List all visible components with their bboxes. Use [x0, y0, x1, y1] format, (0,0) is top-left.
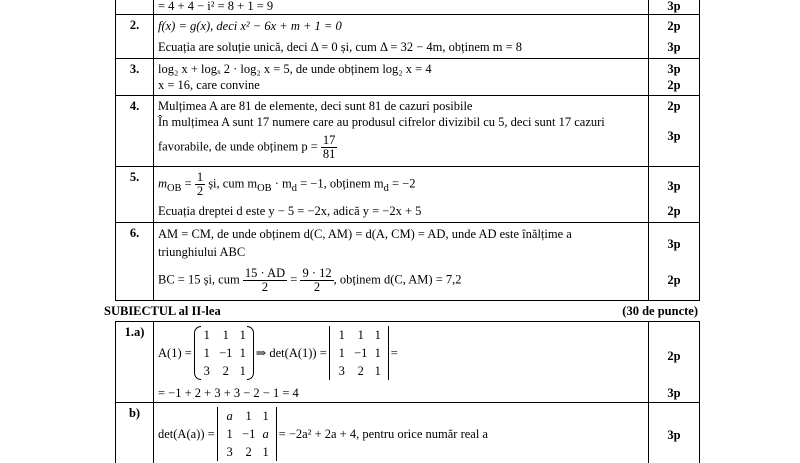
row7-line2: = −1 + 2 + 3 + 3 − 2 − 1 = 4: [158, 386, 299, 400]
det-cell: 1: [374, 328, 381, 342]
row1-points: 3p: [667, 0, 681, 13]
row4-line2: În mulțimea A sunt 17 numere care au produsul cifrelor divizibil cu 5, deci sunt 17 cazuri: [158, 115, 605, 129]
matrix-cell: −1: [219, 346, 233, 360]
row2-points2: 3p: [667, 40, 681, 54]
determinant-expression: det(A(a)) = a 1 1 1 −1 a 3 2 1 = −2a² + 2a + 4, pentru orice număr real a: [158, 409, 488, 459]
det-cell: 1: [262, 409, 269, 423]
det-cell: 1: [262, 445, 269, 459]
slope-fraction: $\frac{1}{2}$: [196, 170, 204, 198]
row6-number: 6.: [129, 226, 140, 240]
det-cell: 3: [226, 445, 233, 459]
matrix-cell: 1: [203, 328, 210, 342]
row5-line1: $m_{OB}$ = $\frac{1}{2}$ și, cum $m_{OB} \cdot m_d = -1$, obținem $m_d = -2$: [158, 170, 416, 198]
row3-line1: log₂ x + logₓ 2 · log₂ x = 5, de unde obținem log₂ x = 4: [158, 62, 432, 76]
row6-points2: 2p: [667, 273, 681, 287]
matrix-cell: 2: [222, 364, 229, 378]
row7-points2: 3p: [667, 386, 681, 400]
det-cell: 3: [338, 364, 345, 378]
det-cell: 1: [338, 346, 345, 360]
matrix-cell: 1: [239, 364, 246, 378]
row5-points2: 2p: [667, 204, 681, 218]
area-fraction-2: $\frac{9 \cdot 12}{2}$: [302, 266, 332, 294]
row5-points1: 3p: [667, 179, 681, 193]
det-cell: 1: [357, 328, 364, 342]
matrix-a1: [194, 326, 254, 380]
row6-points1: 3p: [667, 237, 681, 251]
det-cell: 1: [245, 409, 252, 423]
det-cell: 1: [338, 328, 345, 342]
det-cell: 2: [357, 364, 364, 378]
row4-line1: Mulțimea A are 81 de elemente, deci sunt 81 de cazuri posibile: [158, 99, 473, 113]
row2-number: 2.: [129, 18, 140, 32]
row2-line2: Ecuația are soluție unică, deci Δ = 0 și, cum Δ = 32 − 4m, obținem m = 8: [158, 40, 522, 54]
answer-row-6: [116, 223, 699, 301]
det-cell: −1: [242, 427, 256, 441]
row4-points1: 2p: [667, 99, 681, 113]
matrix-cell: 1: [203, 346, 210, 360]
answer-row-1a: [116, 321, 699, 403]
det-cell: −1: [354, 346, 368, 360]
answer-row-5: [116, 167, 699, 223]
row3-number: 3.: [129, 62, 140, 76]
row8-points1: 3p: [667, 428, 681, 442]
row3-points2: 2p: [667, 78, 681, 92]
probability-fraction: $\frac{17}{81}$: [322, 133, 336, 161]
matrix-cell: 1: [222, 328, 229, 342]
answer-row-1: [116, 0, 699, 15]
row4-line3: favorabile, de unde obținem p = $\frac{17}{81}$: [158, 133, 336, 161]
det-cell: 1: [226, 427, 233, 441]
row3-line2: x = 16, care convine: [158, 78, 260, 92]
determinant-a: [217, 407, 277, 461]
det-cell: a: [226, 409, 233, 423]
section-title: SUBIECTUL al II-lea: [104, 304, 221, 318]
matrix-cell: 3: [203, 364, 210, 378]
row7-number: 1.a): [124, 325, 145, 339]
row1-line: = 4 + 4 − i² = 8 + 1 = 9: [158, 0, 274, 13]
row4-number: 4.: [129, 99, 140, 113]
row5-line2: Ecuația dreptei d este y − 5 = −2x, adică y = −2x + 5: [158, 204, 422, 218]
answer-row-4: [116, 96, 699, 167]
row3-points1: 3p: [667, 62, 681, 76]
row2-line1: f(x) = g(x), deci x² − 6x + m + 1 = 0: [158, 19, 342, 33]
section-heading: [104, 304, 698, 319]
matrix-cell: 1: [239, 328, 246, 342]
row4-points2: 3p: [667, 129, 681, 143]
row7-points1: 2p: [667, 349, 681, 363]
row8-number: b): [128, 406, 141, 420]
matrix-expression: A(1) = 1 1 1 1 −1 1 3 2 1 ⇒ det(A(1)) = 1 1 1 1 −1 1 3 2 1 =: [158, 328, 398, 378]
matrix-cell: 1: [239, 346, 246, 360]
area-fraction-1: $\frac{15 \cdot AD}{2}$: [244, 266, 286, 294]
det-cell: 2: [245, 445, 252, 459]
section-points: (30 de puncte): [622, 304, 698, 318]
row6-line2: triunghiului ABC: [158, 245, 246, 259]
det-cell: 1: [374, 346, 381, 360]
row6-line3: BC = 15 și, cum $\frac{15 \cdot AD}{2}$ = $\frac{9 \cdot 12}{2}$ , obținem d(C, AM) = 7,2: [158, 266, 462, 294]
row5-number: 5.: [129, 170, 140, 184]
row6-line1: AM = CM, de unde obținem d(C, AM) = d(A, CM) = AD, unde AD este înălțime a: [158, 227, 572, 241]
answer-row-1b: [116, 403, 699, 463]
answer-row-2: [116, 15, 699, 59]
determinant-a1: [329, 326, 389, 380]
det-cell: 1: [374, 364, 381, 378]
row2-points1: 2p: [667, 19, 681, 33]
answer-row-3: [116, 59, 699, 96]
det-cell: a: [262, 427, 269, 441]
